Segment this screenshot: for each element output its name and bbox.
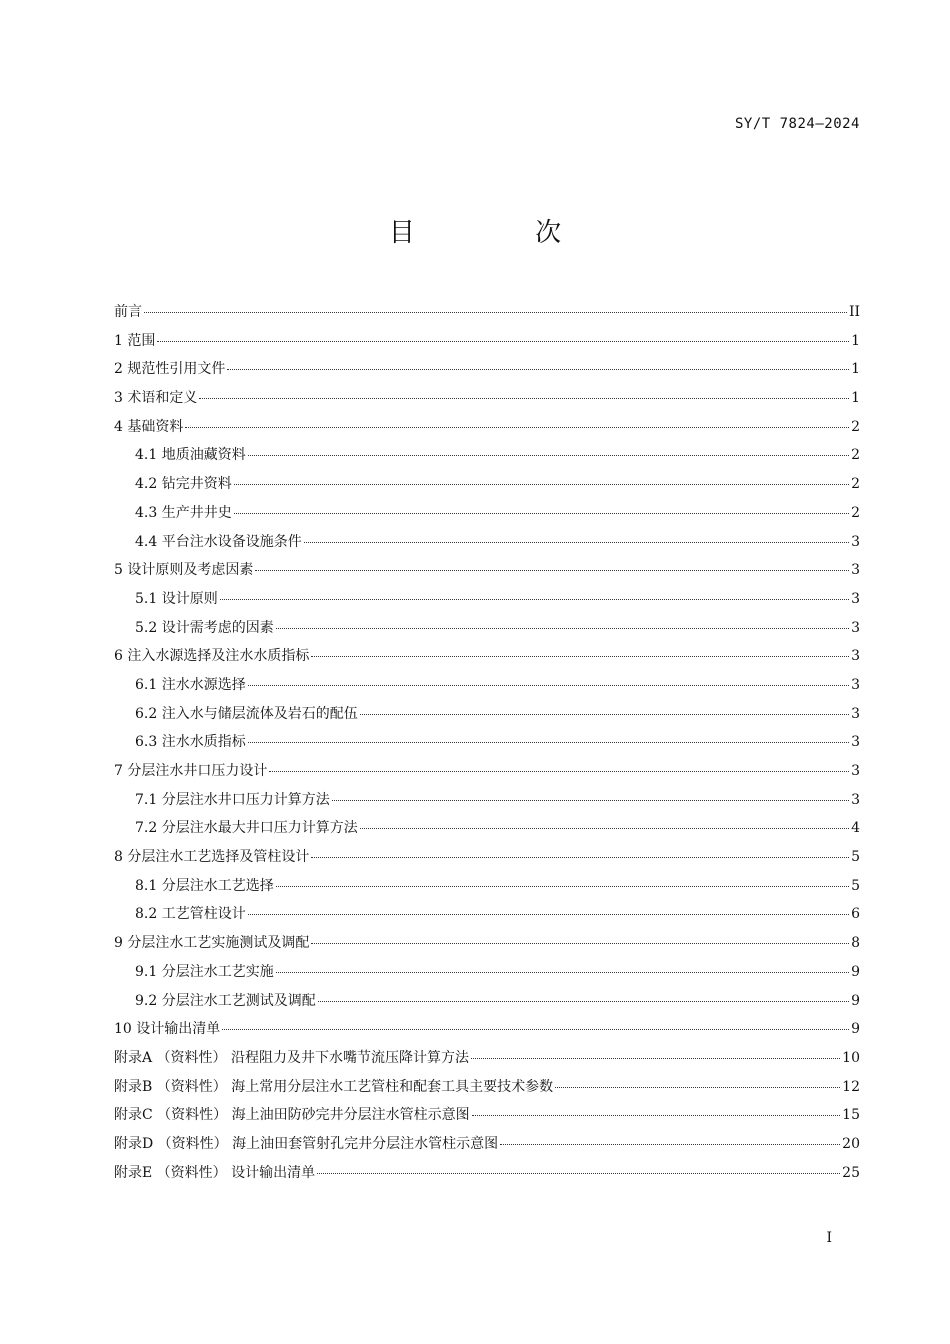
toc-entry-page: 5 (851, 849, 860, 866)
toc-entry-page: 3 (851, 676, 860, 693)
toc-entry-page: 2 (851, 418, 860, 435)
toc-entry[interactable] (114, 1101, 860, 1130)
toc-entry[interactable] (114, 814, 860, 843)
toc-entry[interactable] (114, 843, 860, 872)
toc-dot-leader (304, 541, 849, 543)
toc-entry[interactable] (114, 1044, 860, 1073)
toc-dot-leader (220, 598, 849, 600)
toc-entry-page: 3 (851, 791, 860, 808)
toc-entry-label: 1 范围 (114, 332, 156, 349)
toc-entry-label: 4.2 钻完井资料 (135, 476, 232, 493)
toc-entry-label: 4.4 平台注水设备设施条件 (135, 533, 302, 550)
toc-entry-label: 6.1 注水水源选择 (135, 676, 246, 693)
toc-entry-page: 3 (851, 562, 860, 579)
toc-entry-page: 3 (851, 763, 860, 779)
toc-entry[interactable] (114, 987, 860, 1016)
toc-entry[interactable] (114, 1130, 860, 1159)
toc-entry[interactable] (114, 614, 860, 643)
toc-entry-label: 前言 (114, 304, 142, 320)
toc-dot-leader (185, 426, 849, 428)
toc-entry[interactable] (114, 700, 860, 729)
page-title: 目 次 (388, 218, 618, 248)
toc-dot-leader (555, 1086, 840, 1088)
toc-dot-leader (248, 913, 849, 915)
toc-entry-page: 12 (842, 1078, 860, 1095)
toc-entry[interactable] (114, 728, 860, 757)
toc-dot-leader (144, 311, 847, 313)
toc-entry-label: 附录A （资料性） 沿程阻力及井下水嘴节流压降计算方法 (114, 1049, 470, 1066)
toc-entry[interactable] (114, 585, 860, 614)
toc-entry-page: 3 (851, 619, 860, 636)
toc-entry-page: 5 (851, 877, 860, 894)
toc-entry[interactable] (114, 671, 860, 700)
toc-entry[interactable] (114, 958, 860, 987)
toc-entry-page: 9 (851, 1021, 860, 1038)
toc-dot-leader (199, 397, 849, 399)
toc-entry-label: 8.1 分层注水工艺选择 (135, 877, 274, 894)
toc-dot-leader (360, 827, 849, 829)
toc-entry-page: 2 (851, 447, 860, 464)
toc-entry-page: II (848, 304, 860, 320)
toc-entry-label: 附录B （资料性） 海上常用分层注水工艺管柱和配套工具主要技术参数 (114, 1078, 554, 1095)
toc-entry-label: 6 注入水源选择及注水水质指标 (114, 648, 310, 665)
toc-entry[interactable] (114, 1159, 860, 1188)
toc-entry-label: 4 基础资料 (114, 418, 184, 435)
toc-entry-label: 5.1 设计原则 (135, 590, 218, 607)
toc-entry[interactable] (114, 528, 860, 557)
toc-dot-leader (255, 569, 849, 571)
toc-dot-leader (269, 770, 849, 772)
toc-entry-label: 9 分层注水工艺实施测试及调配 (114, 935, 310, 952)
toc-dot-leader (311, 655, 849, 657)
toc-entry[interactable] (114, 1015, 860, 1044)
toc-entry-label: 9.1 分层注水工艺实施 (135, 963, 274, 980)
toc-dot-leader (276, 885, 849, 887)
toc-entry-label: 附录E （资料性） 设计输出清单 (114, 1164, 316, 1181)
toc-entry-page: 15 (842, 1107, 860, 1124)
toc-entry-page: 8 (851, 935, 860, 952)
toc-dot-leader (471, 1057, 840, 1059)
toc-dot-leader (234, 512, 849, 514)
toc-entry-page: 25 (842, 1164, 860, 1181)
toc-entry-label: 6.2 注入水与储层流体及岩石的配伍 (135, 705, 358, 722)
toc-entry-label: 4.3 生产井井史 (135, 504, 232, 521)
toc-entry-page: 1 (851, 332, 860, 349)
toc-entry-page: 10 (842, 1049, 860, 1066)
toc-entry-page: 9 (851, 992, 860, 1009)
toc-entry[interactable] (114, 642, 860, 671)
standard-code: SY/T 7824—2024 (734, 116, 860, 132)
toc-entry-page: 3 (851, 648, 860, 665)
toc-dot-leader (248, 741, 849, 743)
toc-entry[interactable] (114, 327, 860, 356)
toc-entry-page: 20 (842, 1135, 860, 1152)
toc-entry[interactable] (114, 470, 860, 499)
toc-entry[interactable] (114, 413, 860, 442)
toc-entry[interactable] (114, 499, 860, 528)
toc-entry-label: 8 分层注水工艺选择及管柱设计 (114, 849, 310, 866)
toc-entry-page: 3 (851, 734, 860, 751)
page-number: I (826, 1230, 832, 1246)
toc-entry[interactable] (114, 441, 860, 470)
toc-dot-leader (311, 942, 849, 944)
toc-dot-leader (234, 483, 849, 485)
toc-entry-page: 1 (851, 390, 860, 407)
table-of-contents (114, 298, 860, 1187)
toc-entry-label: 附录D （资料性） 海上油田套管射孔完井分层注水管柱示意图 (114, 1135, 499, 1152)
toc-entry[interactable] (114, 384, 860, 413)
toc-entry-label: 3 术语和定义 (114, 390, 198, 407)
toc-entry[interactable] (114, 786, 860, 815)
toc-entry[interactable] (114, 757, 860, 786)
toc-entry-label: 9.2 分层注水工艺测试及调配 (135, 992, 316, 1009)
toc-dot-leader (248, 454, 849, 456)
toc-entry-label: 8.2 工艺管柱设计 (135, 906, 246, 923)
toc-entry[interactable] (114, 298, 860, 327)
toc-dot-leader (311, 856, 849, 858)
toc-entry-label: 10 设计输出清单 (114, 1021, 221, 1038)
toc-entry[interactable] (114, 872, 860, 901)
toc-entry[interactable] (114, 900, 860, 929)
toc-entry[interactable] (114, 355, 860, 384)
toc-dot-leader (360, 713, 849, 715)
toc-entry-label: 附录C （资料性） 海上油田防砂完井分层注水管柱示意图 (114, 1107, 470, 1124)
toc-entry-page: 6 (851, 906, 860, 923)
toc-entry-label: 7 分层注水井口压力设计 (114, 763, 268, 779)
toc-entry-page: 3 (851, 533, 860, 550)
toc-dot-leader (157, 340, 849, 342)
toc-entry-label: 5 设计原则及考虑因素 (114, 562, 254, 579)
toc-dot-leader (472, 1114, 841, 1116)
toc-entry[interactable] (114, 1073, 860, 1102)
toc-entry-page: 2 (851, 504, 860, 521)
toc-dot-leader (332, 799, 849, 801)
toc-entry-page: 1 (851, 361, 860, 378)
toc-entry-label: 2 规范性引用文件 (114, 361, 226, 378)
toc-entry-label: 6.3 注水水质指标 (135, 734, 246, 751)
toc-dot-leader (318, 1000, 849, 1002)
toc-entry-label: 7.1 分层注水井口压力计算方法 (135, 791, 330, 808)
toc-dot-leader (276, 627, 849, 629)
toc-entry-label: 5.2 设计需考虑的因素 (135, 619, 274, 636)
toc-entry[interactable] (114, 556, 860, 585)
toc-entry-label: 7.2 分层注水最大井口压力计算方法 (135, 820, 358, 837)
toc-dot-leader (317, 1172, 840, 1174)
toc-entry-label: 4.1 地质油藏资料 (135, 447, 246, 464)
toc-entry-page: 4 (851, 820, 860, 837)
toc-dot-leader (248, 684, 849, 686)
toc-dot-leader (227, 368, 849, 370)
toc-entry-page: 3 (851, 705, 860, 722)
toc-dot-leader (276, 971, 849, 973)
toc-dot-leader (500, 1143, 840, 1145)
toc-entry-page: 9 (851, 963, 860, 980)
toc-dot-leader (222, 1028, 849, 1030)
toc-entry[interactable] (114, 929, 860, 958)
toc-entry-page: 3 (851, 590, 860, 607)
toc-entry-page: 2 (851, 476, 860, 493)
